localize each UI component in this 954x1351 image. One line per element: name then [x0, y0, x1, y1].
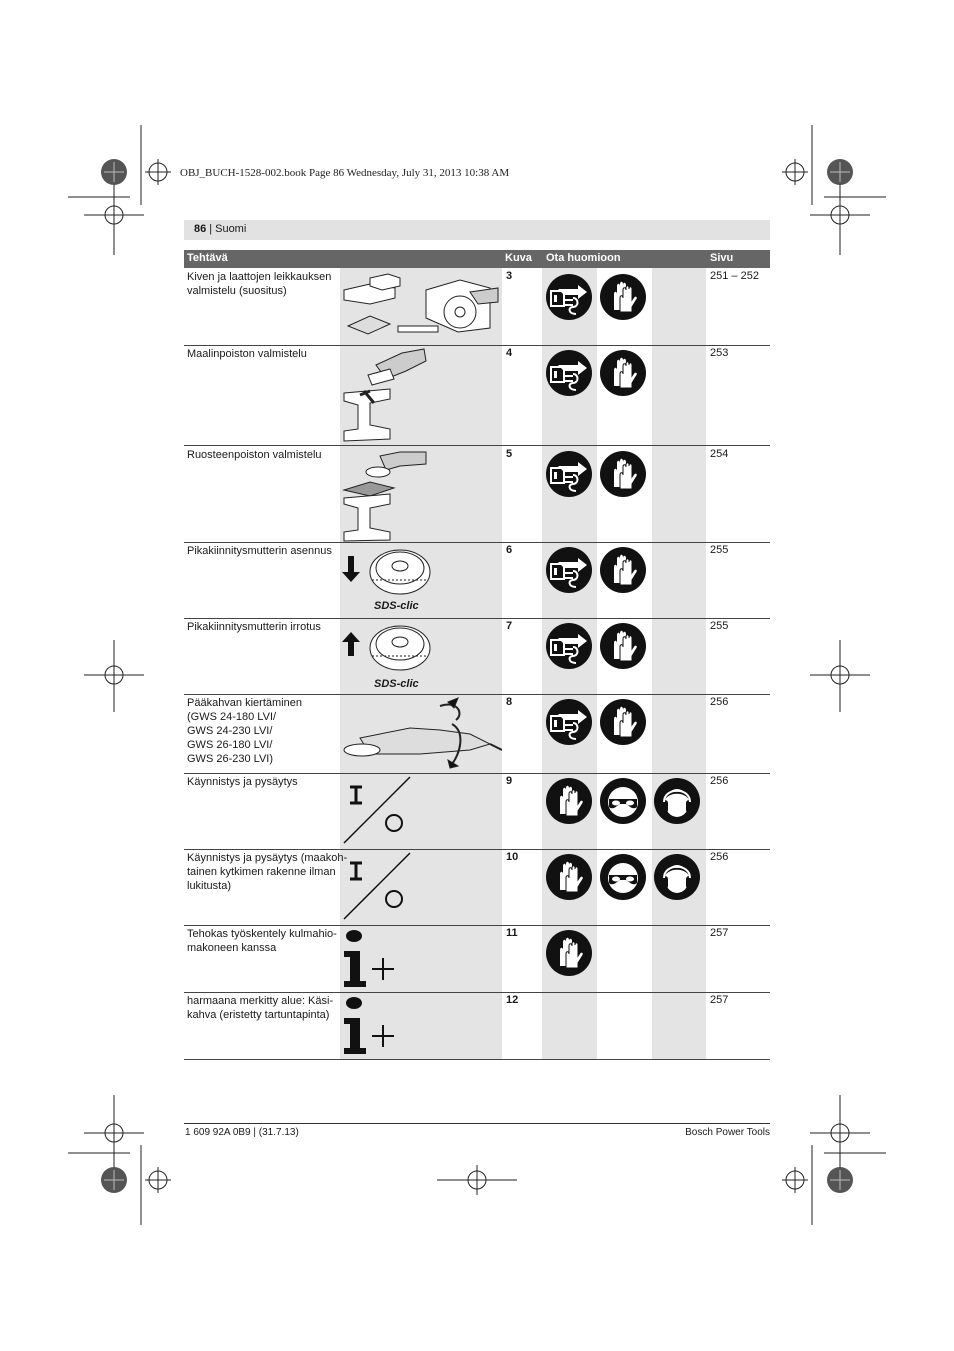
- gloves-icon: [546, 854, 592, 900]
- stone-cutting-illustration: [340, 268, 502, 345]
- ear-protection-icon: [654, 854, 700, 900]
- disconnect-plug-icon: [546, 623, 592, 669]
- on-off-switch-illustration: [340, 773, 502, 849]
- page-reference: 255: [710, 544, 729, 556]
- handle-rotation-illustration: [340, 694, 502, 773]
- gloves-icon: [600, 350, 646, 396]
- table-row: [184, 345, 770, 446]
- task-text: Käynnistys ja pysäytys (maakoh- tainen kytkimen rakenne ilman lukitusta): [187, 852, 348, 892]
- page-reference: 251 – 252: [710, 270, 759, 282]
- figure-number: 4: [506, 347, 513, 359]
- sds-clic-logo: SDS-clic: [374, 600, 419, 612]
- table-row: [184, 925, 770, 993]
- col-page-header: Sivu: [710, 252, 734, 264]
- task-text: Käynnistys ja pysäytys: [187, 776, 298, 788]
- info-plus-icon: [340, 925, 502, 992]
- info-plus-icon: [340, 992, 502, 1059]
- page-reference: 257: [710, 994, 729, 1006]
- task-text: harmaana merkitty alue: Käsi- kahva (eristetty tartuntapinta): [187, 995, 334, 1021]
- header-language: Suomi: [215, 223, 247, 235]
- gloves-icon: [600, 451, 646, 497]
- table-row: [184, 268, 770, 346]
- figure-number: 8: [506, 696, 513, 708]
- page-reference: 254: [710, 448, 729, 460]
- table-row: [184, 849, 770, 926]
- figure-number: 5: [506, 448, 513, 460]
- task-text: Pikakiinnitysmutterin irrotus: [187, 621, 321, 633]
- safety-goggles-icon: [600, 778, 646, 824]
- gloves-icon: [600, 274, 646, 320]
- table-row: [184, 446, 770, 543]
- task-text: Pääkahvan kiertäminen (GWS 24-180 LVI/ GWS 24-230 LVI/ GWS 26-180 LVI/ GWS 26-230 LVI): [187, 697, 302, 765]
- disconnect-plug-icon: [546, 350, 592, 396]
- table-row: [184, 542, 770, 619]
- disconnect-plug-icon: [546, 699, 592, 745]
- rust-removal-illustration: [340, 446, 502, 542]
- disconnect-plug-icon: [546, 274, 592, 320]
- page-reference: 253: [710, 347, 729, 359]
- ear-protection-icon: [654, 778, 700, 824]
- nut-removal-illustration: [340, 618, 502, 694]
- header-separator: |: [209, 223, 213, 235]
- footer-divider: [184, 1123, 770, 1124]
- task-text: Kiven ja laattojen leikkauksen valmistelu (suositus): [187, 271, 332, 297]
- table-row: [184, 773, 770, 850]
- sds-clic-logo: SDS-clic: [374, 678, 419, 690]
- on-off-switch-illustration: [340, 849, 502, 925]
- nut-mounting-illustration: [340, 542, 502, 618]
- paint-removal-illustration: [340, 345, 502, 445]
- table-row: [184, 992, 770, 1060]
- figure-number: 11: [506, 927, 518, 939]
- safety-goggles-icon: [600, 854, 646, 900]
- table-row: [184, 618, 770, 695]
- figure-number: 7: [506, 620, 513, 632]
- table-row: [184, 694, 770, 774]
- col-figure-header: Kuva: [505, 252, 532, 264]
- gloves-icon: [546, 930, 592, 976]
- page-reference: 257: [710, 927, 729, 939]
- gloves-icon: [600, 623, 646, 669]
- task-text: Ruosteenpoiston valmistelu: [187, 449, 322, 461]
- disconnect-plug-icon: [546, 547, 592, 593]
- page-reference: 256: [710, 775, 729, 787]
- task-text: Pikakiinnitysmutterin asennus: [187, 545, 332, 557]
- page-header: [184, 220, 770, 240]
- figure-number: 10: [506, 851, 519, 863]
- figure-number: 12: [506, 994, 519, 1006]
- gloves-icon: [600, 699, 646, 745]
- page-reference: 255: [710, 620, 729, 632]
- figure-number: 6: [506, 544, 513, 556]
- table-header: [184, 250, 770, 268]
- book-slug-line: OBJ_BUCH-1528-002.book Page 86 Wednesday, July 31, 2013 10:38 AM: [180, 167, 510, 179]
- page-number: 86: [194, 223, 207, 235]
- task-text: Tehokas työskentely kulmahio- makoneen kanssa: [187, 928, 337, 954]
- gloves-icon: [546, 778, 592, 824]
- gloves-icon: [600, 547, 646, 593]
- task-text: Maalinpoiston valmistelu: [187, 348, 307, 360]
- figure-number: 3: [506, 270, 513, 282]
- page-reference: 256: [710, 851, 729, 863]
- footer-doc-code: 1 609 92A 0B9 | (31.7.13): [185, 1127, 299, 1138]
- col-task-header: Tehtävä: [187, 252, 228, 264]
- page-reference: 256: [710, 696, 729, 708]
- figure-number: 9: [506, 775, 513, 787]
- col-notice-header: Ota huomioon: [546, 252, 621, 264]
- footer-brand: Bosch Power Tools: [685, 1127, 770, 1138]
- disconnect-plug-icon: [546, 451, 592, 497]
